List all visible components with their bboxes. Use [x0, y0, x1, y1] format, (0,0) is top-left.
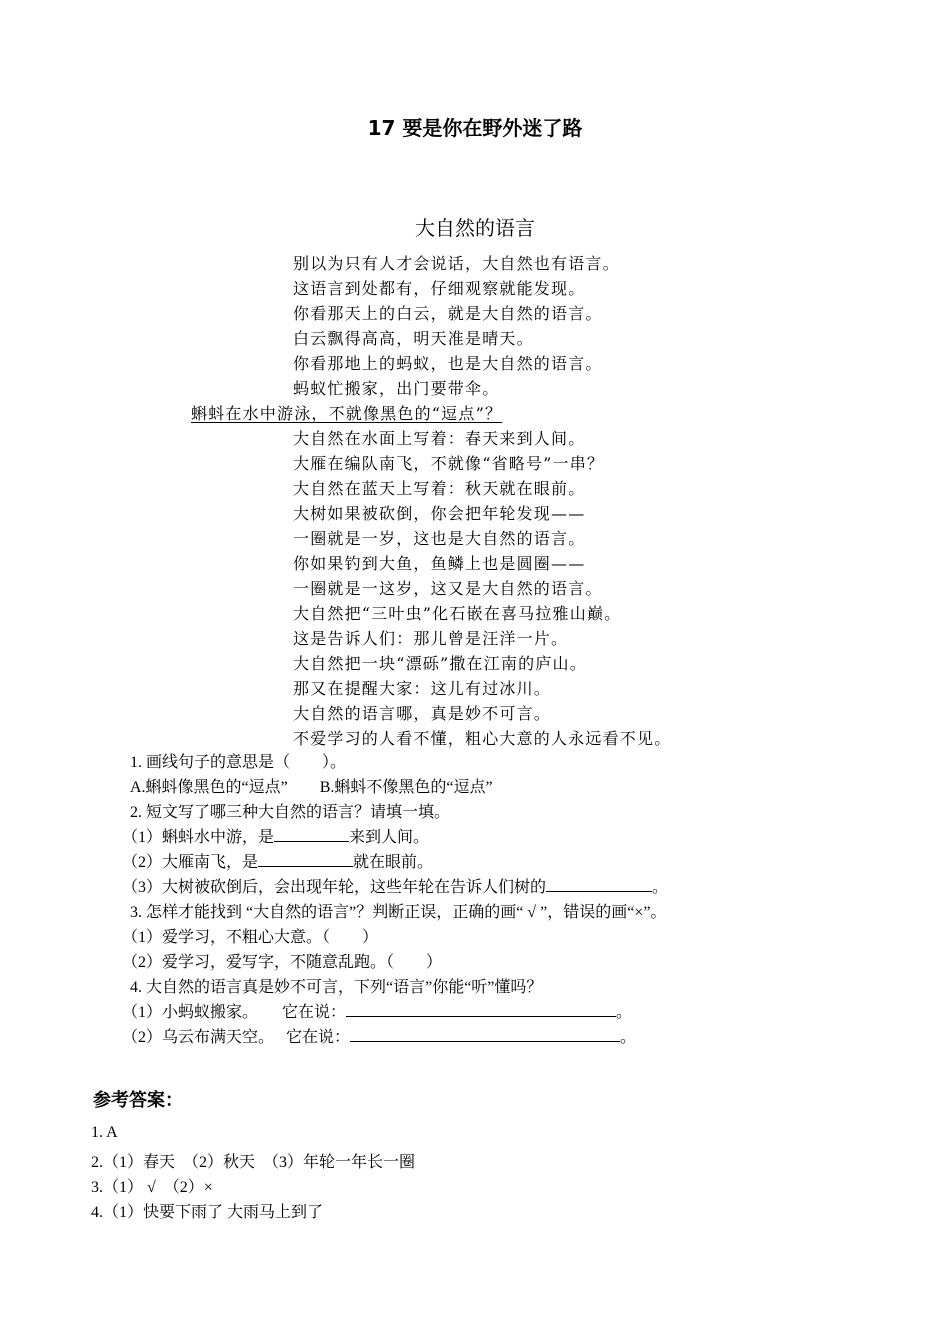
poem-line: 大自然的语言哪，真是妙不可言。	[293, 704, 552, 723]
poem-line: 一圈就是一岁，这也是大自然的语言。	[293, 529, 586, 548]
lesson-title: 17 要是你在野外迷了路	[367, 116, 583, 140]
poem-line: 蚂蚁忙搬家，出门要带伞。	[293, 379, 500, 398]
question-4: 4. 大自然的语言真是妙不可言，下列“语言”你能“听”懂吗？	[130, 979, 543, 996]
poem-line: 大自然在水面上写着：春天来到人间。	[293, 429, 586, 448]
poem-line: 这是告诉人们：那儿曾是汪洋一片。	[293, 629, 569, 648]
poem-line-underlined: 蝌蚪在水中游泳，不就像黑色的“逗点”？	[191, 404, 503, 423]
question-1: 1. 画线句子的意思是（ ）。	[130, 754, 347, 771]
answer-4: 4.（1）快要下雨了 大雨马上到了	[91, 1204, 324, 1221]
poem-line: 你看那天上的白云，就是大自然的语言。	[293, 304, 603, 323]
poem-line: 大自然在蓝天上写着：秋天就在眼前。	[293, 479, 586, 498]
poem-title: 大自然的语言	[415, 216, 535, 240]
fill-blank[interactable]	[546, 877, 652, 892]
poem-line: 大自然把“三叶虫”化石嵌在喜马拉雅山巅。	[293, 604, 622, 623]
question-2-item-1-suffix: 来到人间。	[349, 829, 430, 846]
question-2-item-1	[122, 824, 429, 847]
poem-line: 大树如果被砍倒，你会把年轮发现——	[293, 504, 586, 523]
fill-blank[interactable]	[346, 1002, 616, 1017]
question-4-item-2-suffix: 。	[620, 1029, 637, 1046]
question-2: 2. 短文写了哪三种大自然的语言？请填一填。	[130, 804, 451, 821]
question-3-item-1: （1）爱学习，不粗心大意。（ ）	[122, 929, 379, 946]
question-2-item-3-text: （3）大树被砍倒后，会出现年轮，这些年轮在告诉人们树的	[122, 879, 547, 896]
answer-1: 1. A	[91, 1124, 118, 1141]
answer-3: 3.（1） √ （2）×	[91, 1179, 213, 1196]
answers-title: 参考答案：	[93, 1090, 183, 1111]
fill-blank[interactable]	[274, 827, 349, 842]
question-1-options: A.蝌蚪像黑色的“逗点” B.蝌蚪不像黑色的“逗点”	[130, 779, 493, 796]
answer-2: 2.（1）春天 （2）秋天 （3）年轮一年长一圈	[91, 1154, 416, 1171]
question-2-item-2-suffix: 就在眼前。	[353, 854, 434, 871]
question-3: 3. 怎样才能找到 “大自然的语言”？判断正误，正确的画“ √ ”，错误的画“×”。	[130, 904, 667, 921]
poem-line: 你如果钓到大鱼，鱼鳞上也是圆圈——	[293, 554, 586, 573]
question-2-item-1-text: （1）蝌蚪水中游，是	[122, 829, 275, 846]
poem-line: 那又在提醒大家：这儿有过冰川。	[293, 679, 552, 698]
poem-line: 白云飘得高高，明天准是晴天。	[293, 329, 534, 348]
question-2-item-3	[122, 874, 668, 897]
question-2-item-3-suffix: 。	[652, 879, 669, 896]
poem-line: 大自然把一块“漂砾”撒在江南的庐山。	[293, 654, 587, 673]
poem-line: 你看那地上的蚂蚁，也是大自然的语言。	[293, 354, 603, 373]
question-3-item-2: （2）爱学习，爱写字，不随意乱跑。（ ）	[122, 954, 443, 971]
poem-line: 这语言到处都有，仔细观察就能发现。	[293, 279, 586, 298]
poem-line: 大雁在编队南飞，不就像“省略号”一串？	[293, 454, 605, 473]
poem-line: 不爱学习的人看不懂，粗心大意的人永远看不见。	[293, 729, 672, 748]
question-2-item-2-text: （2）大雁南飞，是	[122, 854, 259, 871]
question-4-item-2-text: （2）乌云布满天空。 它在说：	[122, 1029, 351, 1046]
fill-blank[interactable]	[258, 852, 353, 867]
fill-blank[interactable]	[350, 1027, 620, 1042]
question-4-item-1-text: （1）小蚂蚁搬家。 它在说：	[122, 1004, 347, 1021]
question-4-item-2	[122, 1024, 636, 1047]
question-2-item-2	[122, 849, 433, 872]
poem-line: 别以为只有人才会说话，大自然也有语言。	[293, 254, 620, 273]
poem-line: 一圈就是一这岁，这又是大自然的语言。	[293, 579, 603, 598]
question-4-item-1	[122, 999, 632, 1022]
question-4-item-1-suffix: 。	[616, 1004, 633, 1021]
